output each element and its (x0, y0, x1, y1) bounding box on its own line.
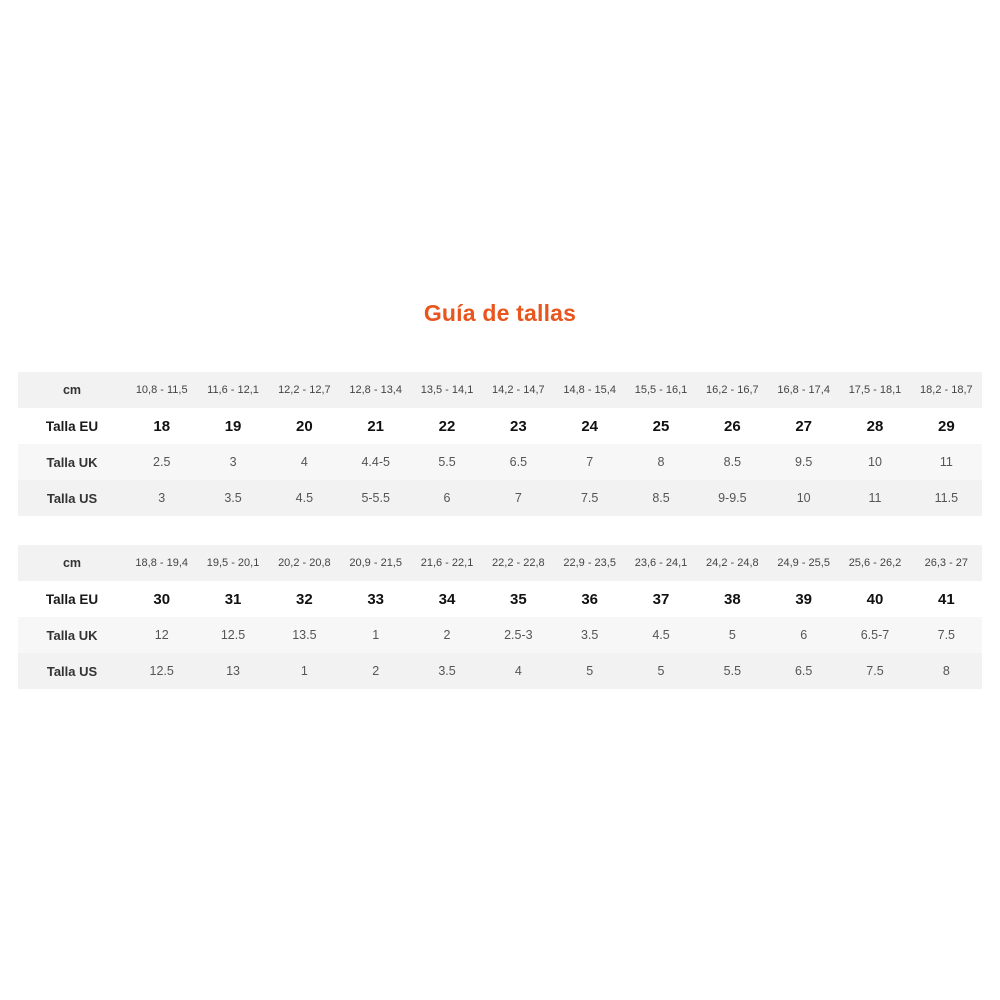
cell-cm-5: 21,6 - 22,1 (411, 545, 482, 581)
cell-uk-8: 8 (625, 444, 696, 480)
cell-us-5: 6 (411, 480, 482, 516)
row-label-eu: Talla EU (18, 581, 126, 617)
cell-us-12: 11.5 (911, 480, 982, 516)
cell-cm-12: 26,3 - 27 (911, 545, 982, 581)
cell-eu-9: 38 (697, 581, 768, 617)
row-label-cm: cm (18, 545, 126, 581)
cell-uk-5: 2 (411, 617, 482, 653)
cell-uk-10: 6 (768, 617, 839, 653)
cell-us-1: 3 (126, 480, 197, 516)
cell-us-9: 9-9.5 (697, 480, 768, 516)
cell-us-12: 8 (911, 653, 982, 689)
cell-eu-2: 31 (197, 581, 268, 617)
cell-us-10: 6.5 (768, 653, 839, 689)
cell-eu-6: 23 (483, 408, 554, 444)
cell-cm-7: 22,9 - 23,5 (554, 545, 625, 581)
cell-us-8: 8.5 (625, 480, 696, 516)
cell-eu-6: 35 (483, 581, 554, 617)
size-table-adults (18, 545, 982, 689)
cell-us-3: 1 (269, 653, 340, 689)
cell-cm-11: 17,5 - 18,1 (839, 372, 910, 408)
cell-us-1: 12.5 (126, 653, 197, 689)
page-title: Guía de tallas (423, 300, 577, 326)
cell-eu-3: 20 (269, 408, 340, 444)
cell-us-6: 4 (483, 653, 554, 689)
row-label-cm: cm (18, 372, 126, 408)
table-row (18, 653, 982, 689)
cell-uk-7: 3.5 (554, 617, 625, 653)
cell-eu-11: 40 (839, 581, 910, 617)
cell-uk-3: 13.5 (269, 617, 340, 653)
cell-eu-7: 24 (554, 408, 625, 444)
cell-uk-7: 7 (554, 444, 625, 480)
cell-cm-8: 23,6 - 24,1 (625, 545, 696, 581)
cell-us-4: 2 (340, 653, 411, 689)
cell-uk-8: 4.5 (625, 617, 696, 653)
cell-eu-12: 41 (911, 581, 982, 617)
row-label-eu: Talla EU (18, 408, 126, 444)
cell-cm-11: 25,6 - 26,2 (839, 545, 910, 581)
cell-us-5: 3.5 (411, 653, 482, 689)
cell-cm-2: 11,6 - 12,1 (197, 372, 268, 408)
table-row (18, 617, 982, 653)
cell-uk-3: 4 (269, 444, 340, 480)
cell-uk-1: 12 (126, 617, 197, 653)
cell-cm-9: 24,2 - 24,8 (697, 545, 768, 581)
cell-cm-1: 10,8 - 11,5 (126, 372, 197, 408)
table-row (18, 372, 982, 408)
cell-eu-12: 29 (911, 408, 982, 444)
cell-uk-10: 9.5 (768, 444, 839, 480)
cell-cm-9: 16,2 - 16,7 (697, 372, 768, 408)
cell-eu-9: 26 (697, 408, 768, 444)
cell-us-8: 5 (625, 653, 696, 689)
cell-cm-7: 14,8 - 15,4 (554, 372, 625, 408)
cell-uk-6: 6.5 (483, 444, 554, 480)
table-row (18, 408, 982, 444)
cell-uk-9: 8.5 (697, 444, 768, 480)
cell-eu-8: 37 (625, 581, 696, 617)
size-table-2 (18, 545, 982, 689)
table-row (18, 581, 982, 617)
cell-cm-10: 16,8 - 17,4 (768, 372, 839, 408)
cell-uk-1: 2.5 (126, 444, 197, 480)
cell-uk-12: 11 (911, 444, 982, 480)
cell-eu-8: 25 (625, 408, 696, 444)
cell-us-7: 7.5 (554, 480, 625, 516)
row-label-us: Talla US (18, 480, 126, 516)
table-row (18, 480, 982, 516)
cell-uk-2: 12.5 (197, 617, 268, 653)
cell-eu-7: 36 (554, 581, 625, 617)
cell-cm-1: 18,8 - 19,4 (126, 545, 197, 581)
cell-cm-4: 12,8 - 13,4 (340, 372, 411, 408)
cell-eu-3: 32 (269, 581, 340, 617)
cell-uk-4: 4.4-5 (340, 444, 411, 480)
cell-uk-11: 10 (839, 444, 910, 480)
row-label-us: Talla US (18, 653, 126, 689)
cell-cm-4: 20,9 - 21,5 (340, 545, 411, 581)
cell-eu-2: 19 (197, 408, 268, 444)
cell-cm-6: 22,2 - 22,8 (483, 545, 554, 581)
cell-cm-3: 12,2 - 12,7 (269, 372, 340, 408)
cell-eu-4: 21 (340, 408, 411, 444)
size-table-children (18, 372, 982, 516)
cell-uk-5: 5.5 (411, 444, 482, 480)
cell-eu-1: 30 (126, 581, 197, 617)
cell-eu-1: 18 (126, 408, 197, 444)
cell-us-9: 5.5 (697, 653, 768, 689)
cell-cm-10: 24,9 - 25,5 (768, 545, 839, 581)
cell-uk-4: 1 (340, 617, 411, 653)
cell-uk-11: 6.5-7 (839, 617, 910, 653)
cell-uk-2: 3 (197, 444, 268, 480)
cell-us-2: 3.5 (197, 480, 268, 516)
table-row (18, 444, 982, 480)
cell-eu-5: 22 (411, 408, 482, 444)
cell-eu-10: 27 (768, 408, 839, 444)
cell-cm-5: 13,5 - 14,1 (411, 372, 482, 408)
cell-cm-12: 18,2 - 18,7 (911, 372, 982, 408)
table-row (18, 545, 982, 581)
cell-uk-9: 5 (697, 617, 768, 653)
cell-us-7: 5 (554, 653, 625, 689)
cell-uk-12: 7.5 (911, 617, 982, 653)
cell-uk-6: 2.5-3 (483, 617, 554, 653)
cell-eu-4: 33 (340, 581, 411, 617)
cell-eu-10: 39 (768, 581, 839, 617)
cell-us-4: 5-5.5 (340, 480, 411, 516)
cell-cm-3: 20,2 - 20,8 (269, 545, 340, 581)
row-label-uk: Talla UK (18, 444, 126, 480)
size-table-1 (18, 372, 982, 516)
cell-us-11: 7.5 (839, 653, 910, 689)
cell-us-3: 4.5 (269, 480, 340, 516)
cell-cm-2: 19,5 - 20,1 (197, 545, 268, 581)
cell-eu-5: 34 (411, 581, 482, 617)
cell-cm-8: 15,5 - 16,1 (625, 372, 696, 408)
cell-cm-6: 14,2 - 14,7 (483, 372, 554, 408)
row-label-uk: Talla UK (18, 617, 126, 653)
cell-us-6: 7 (483, 480, 554, 516)
cell-us-11: 11 (839, 480, 910, 516)
cell-us-2: 13 (197, 653, 268, 689)
cell-eu-11: 28 (839, 408, 910, 444)
cell-us-10: 10 (768, 480, 839, 516)
